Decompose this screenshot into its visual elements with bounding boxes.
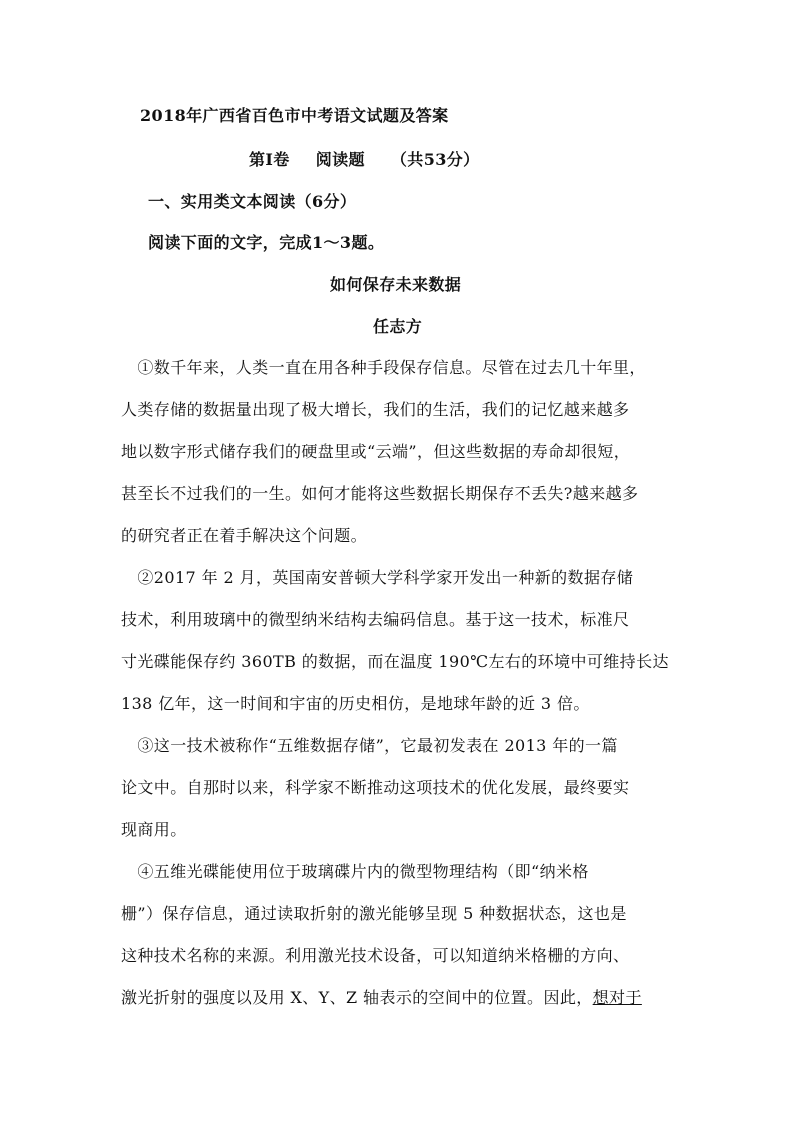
volume-part: 阅读题: [315, 150, 365, 169]
body-line: [121, 988, 677, 1008]
body-line: 技术，利用玻璃中的微型纳米结构去编码信息。基于这一技术，标准尺: [121, 610, 630, 629]
body-line: 这种技术名称的来源。利用激光技术设备，可以知道纳米格栅的方向、: [121, 946, 630, 965]
underlined-phrase: 想对于: [592, 988, 642, 1007]
volume-heading: [249, 150, 480, 170]
body-line: 甚至长不过我们的一生。如何才能将这些数据长期保存不丢失?越来越多: [121, 484, 639, 503]
article-author: 任志方: [373, 317, 423, 336]
body-line: 人类存储的数据量出现了极大增长，我们的生活，我们的记忆越来越多: [121, 400, 630, 419]
body-line: 的研究者正在着手解决这个问题。: [121, 526, 368, 545]
body-line: ④五维光碟能使用位于玻璃碟片内的微型物理结构（即“纳米格: [121, 862, 589, 881]
section-heading: 一、实用类文本阅读（6分）: [148, 192, 357, 211]
volume-name: 第Ⅰ卷: [249, 150, 290, 169]
body-line: 地以数字形式储存我们的硬盘里或“云端”，但这些数据的寿命却很短，: [121, 442, 631, 461]
body-line: 寸光碟能保存约 360TB 的数据，而在温度 190℃左右的环境中可维持长达: [121, 652, 669, 671]
body-line: 138 亿年，这一时间和宇宙的历史相仿，是地球年龄的近 3 倍。: [121, 694, 590, 713]
body-line: 现商用。: [121, 820, 187, 839]
body-line: ③这一技术被称作“五维数据存储”，它最初发表在 2013 年的一篇: [121, 736, 618, 755]
body-line-text: 激光折射的强度以及用 X、Y、Z 轴表示的空间中的位置。因此，: [121, 988, 593, 1007]
article-title: 如何保存未来数据: [330, 275, 462, 294]
body-line: ②2017 年 2 月，英国南安普顿大学科学家开发出一种新的数据存储: [121, 568, 634, 587]
body-line: 论文中。自那时以来，科学家不断推动这项技术的优化发展，最终要实: [121, 778, 630, 797]
body-line: 栅”）保存信息，通过读取折射的激光能够呈现 5 种数据状态，这也是: [121, 904, 627, 923]
exam-title: 2018年广西省百色市中考语文试题及答案: [140, 106, 449, 125]
volume-score: （共53分）: [390, 150, 480, 169]
body-line: ①数千年来，人类一直在用各种手段保存信息。尽管在过去几十年里，: [121, 358, 646, 377]
instruction-text: 阅读下面的文字，完成1～3题。: [148, 233, 385, 252]
